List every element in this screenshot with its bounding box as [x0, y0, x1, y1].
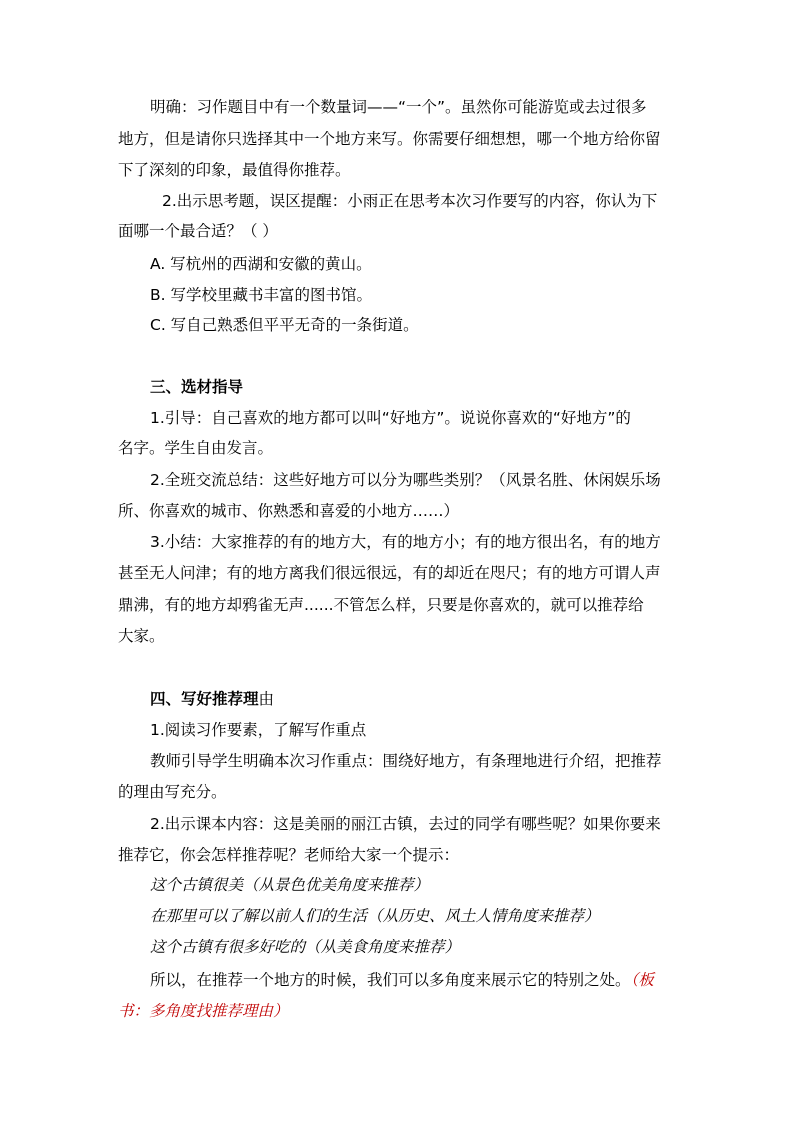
- s4-item2-line-1: 2.出示课本内容：这是美丽的丽江古镇，去过的同学有哪些呢？如果你要来: [150, 815, 661, 833]
- clarify-line-1: 明确：习作题目中有一个数量词——“一个”。虽然你可能游览或去过很多: [150, 98, 647, 116]
- board-note: 书：多角度找推荐理由）: [118, 1002, 289, 1020]
- s3-item1-line-2: 名字。学生自由发言。: [118, 439, 274, 457]
- s4-item1-title: 1.阅读习作要素，了解写作重点: [150, 721, 367, 739]
- section-4-heading-light: 由: [258, 690, 275, 708]
- option-b: B. 写学校里藏书丰富的图书馆。: [150, 286, 372, 304]
- s3-item2-line-2: 所、你喜欢的城市、你熟悉和喜爱的小地方……）: [118, 502, 460, 520]
- s3-item2-line-1: 2.全班交流总结：这些好地方可以分为哪些类别？（风景名胜、休闲娱乐场: [150, 471, 661, 489]
- s3-item1-line-1: 1.引导：自己喜欢的地方都可以叫“好地方”。说说你喜欢的“好地方”的: [150, 409, 631, 427]
- s3-item3-line-3: 鼎沸，有的地方却鸦雀无声......不管怎么样，只要是你喜欢的，就可以推荐给: [118, 596, 644, 614]
- summary-line-1: [150, 965, 678, 995]
- section-4-heading: [150, 684, 678, 714]
- clarify-line-3: 下了深刻的印象，最值得你推荐。: [118, 161, 351, 179]
- s4-item1-line-2: 的理由写充分。: [118, 783, 227, 801]
- summary-text: 所以，在推荐一个地方的时候，我们可以多角度来展示它的特别之处。: [150, 971, 631, 989]
- s4-item2-line-2: 推荐它，你会怎样推荐呢？老师给大家一个提示：: [118, 846, 460, 864]
- s4-item1-line-1: 教师引导学生明确本次习作重点：围绕好地方，有条理地进行介绍，把推荐: [150, 752, 662, 770]
- question-line-1: 2.出示思考题，误区提醒：小雨正在思考本次习作要写的内容，你认为下: [162, 192, 658, 210]
- option-a: A. 写杭州的西湖和安徽的黄山。: [150, 255, 372, 273]
- s3-item3-line-1: 3.小结：大家推荐的有的地方大，有的地方小；有的地方很出名，有的地方: [150, 533, 661, 551]
- hint-2: 在那里可以了解以前人们的生活（从历史、风土人情角度来推荐）: [150, 907, 600, 925]
- s3-item3-line-4: 大家。: [118, 627, 165, 645]
- board-note-open: （板: [630, 971, 654, 989]
- clarify-line-2: 地方，但是请你只选择其中一个地方来写。你需要仔细想想，哪一个地方给你留: [118, 130, 661, 148]
- hint-3: 这个古镇有很多好吃的（从美食角度来推荐）: [150, 938, 461, 956]
- s3-item3-line-2: 甚至无人问津；有的地方离我们很远很远，有的却近在咫尺；有的地方可谓人声: [118, 564, 661, 582]
- section-4-heading-bold: 四、写好推荐理: [150, 690, 259, 708]
- hint-1: 这个古镇很美（从景色优美角度来推荐）: [150, 876, 430, 894]
- option-c: C. 写自己熟悉但平平无奇的一条街道。: [150, 316, 419, 334]
- section-3-heading: 三、选材指导: [150, 378, 244, 396]
- question-line-2: 面哪一个最合适？（ ）: [118, 222, 278, 240]
